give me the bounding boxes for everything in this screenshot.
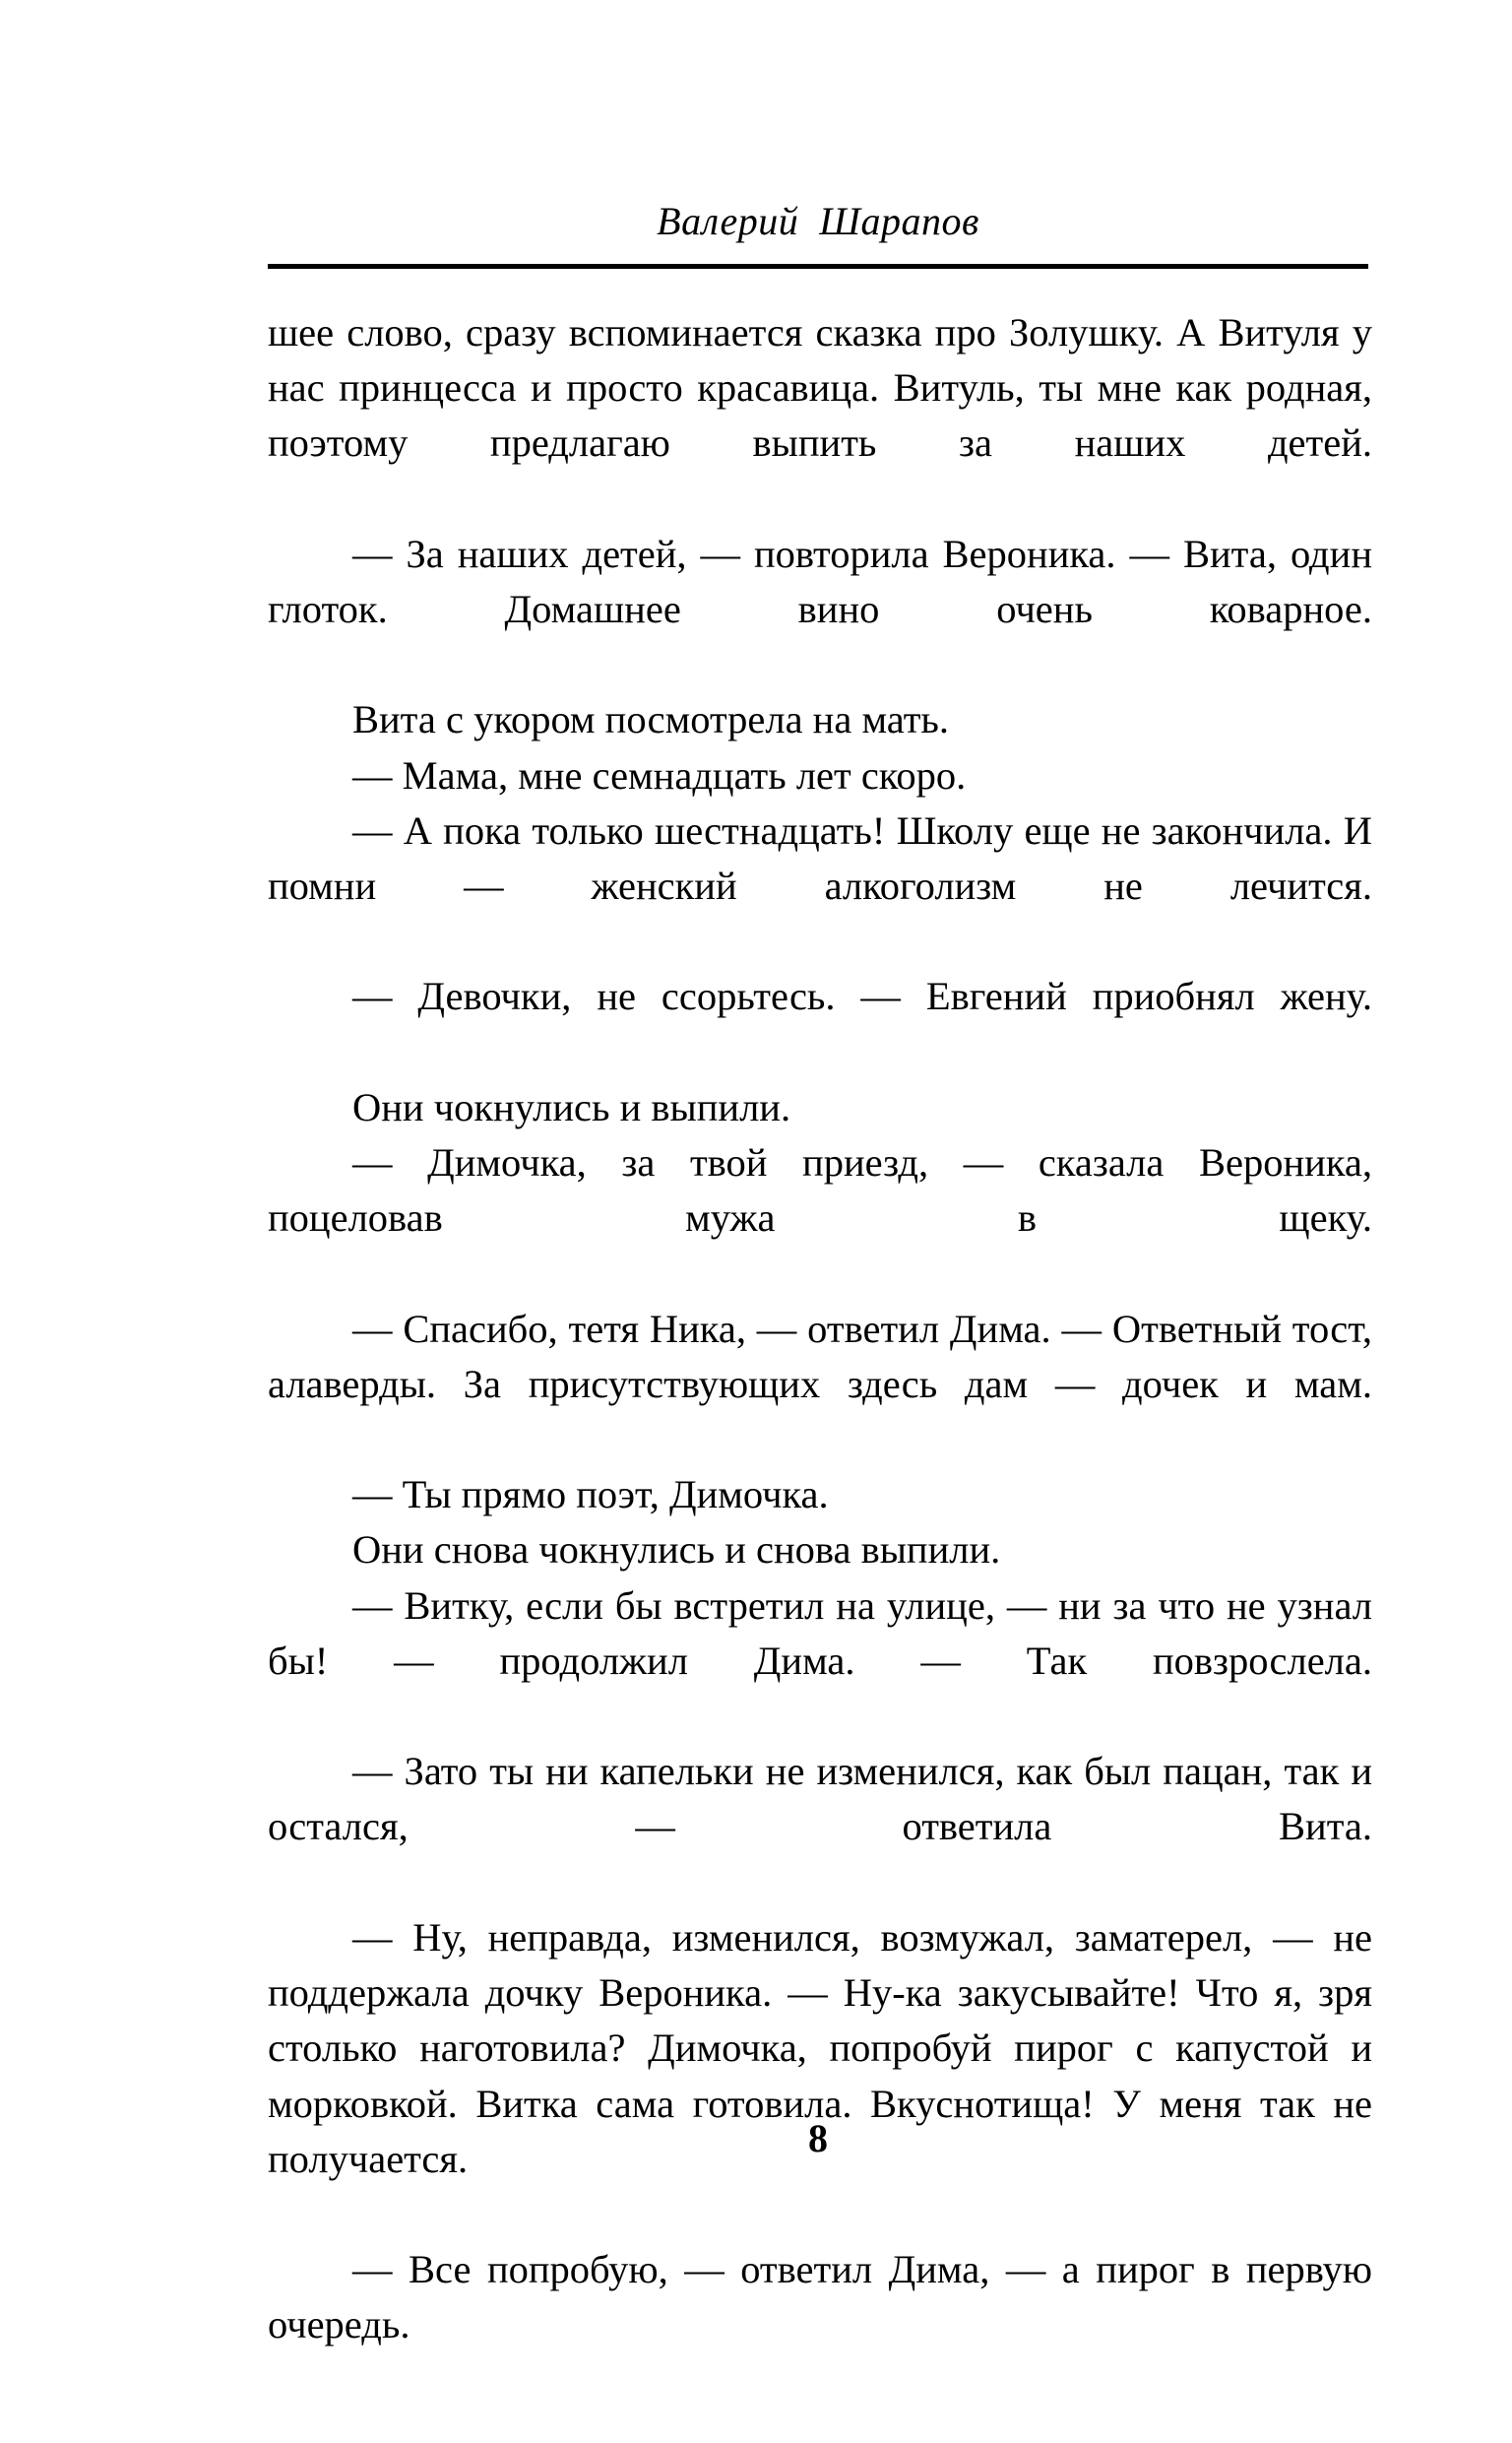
paragraph: — Димочка, за твой приезд, — сказала Вероника, поцеловав мужа в щеку. — [268, 1140, 1372, 1241]
paragraph: — Все попробую, — ответил Дима, — а пирог в первую очередь. — [268, 2247, 1372, 2347]
paragraph: — Спасибо, тетя Ника, — ответил Дима. — Ответный тост, алаверды. За присутствующих здесь дам — дочек и мам. — [268, 1306, 1372, 1406]
paragraph: Они снова чокнулись и снова выпили. — [352, 1527, 1001, 1573]
paragraph: — Ну, неправда, изменился, возмужал, заматерел, — не поддержала дочку Вероника. — Ну-ка закусывайте! Что я, зря столько наготовила? Димочка, попробуй пирог с капустой и морковкой. Витка сама готовила. Вкуснотища! У меня так не получается. — [268, 1914, 1372, 2181]
paragraph: Они чокнулись и выпили. — [352, 1084, 791, 1129]
paragraph: Вита с укором посмотрела на мать. — [352, 697, 950, 742]
paragraph: — Ты прямо поэт, Димочка. — [352, 1472, 829, 1517]
paragraph: — Мама, мне семнадцать лет скоро. — [352, 752, 967, 798]
paragraph: — Девочки, не ссорьтесь. — Евгений приобнял жену. — [352, 974, 1372, 1019]
paragraph: — За наших детей, — повторила Вероника. — Вита, один глоток. Домашнее вино очень коварное. — [268, 531, 1372, 632]
header-divider-rule — [268, 264, 1368, 269]
running-head-author: Валерий Шарапов — [657, 199, 979, 243]
paragraph: шее слово, сразу вспоминается сказка про Золушку. А Витуля у нас принцесса и просто красавица. Витуль, ты мне как родная, поэтому предлагаю выпить за наших детей. — [268, 310, 1372, 466]
paragraph: — А пока только шестнадцать! Школу еще не закончила. И помни — женский алкоголизм не лечится. — [268, 807, 1372, 909]
paragraph: — Зато ты ни капельки не изменился, как был пацан, так и остался, — ответила Вита. — [268, 1749, 1372, 1849]
paragraph: — Витку, если бы встретил на улице, — ни за что не узнал бы! — продолжил Дима. — Так повзрослела. — [268, 1582, 1372, 1683]
body-text-block — [268, 305, 1372, 2409]
page-number: 8 — [808, 2116, 828, 2160]
